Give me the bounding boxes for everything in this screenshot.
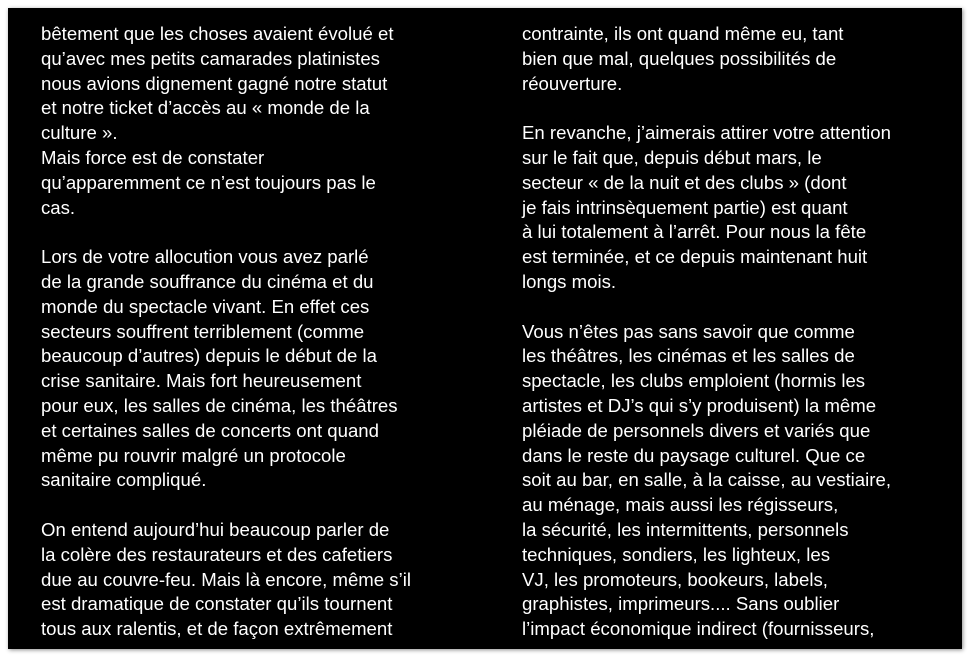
- text-line: artistes et DJ’s qui s’y produisent) la même: [522, 394, 877, 416]
- text-line: et certaines salles de concerts ont quand: [41, 419, 379, 441]
- text-line: pour eux, les salles de cinéma, les théâtres: [41, 394, 398, 416]
- text-line: monde du spectacle vivant. En effet ces: [41, 295, 370, 317]
- document-page: [8, 8, 962, 649]
- text-line: techniques, sondiers, les lighteux, les: [522, 543, 831, 565]
- text-line: sanitaire compliqué.: [41, 469, 207, 491]
- text-line: VJ, les promoteurs, bookeurs, labels,: [522, 568, 828, 590]
- text-line: secteur « de la nuit et des clubs » (dont: [522, 171, 847, 193]
- text-line: la colère des restaurateurs et des cafetiers: [41, 543, 393, 565]
- text-line: et notre ticket d’accès au « monde de la: [41, 97, 370, 119]
- text-line: graphistes, imprimeurs.... Sans oublier: [522, 593, 840, 615]
- text-line: pléiade de personnels divers et variés que: [522, 419, 871, 441]
- text-line: beaucoup d’autres) depuis le début de la: [41, 345, 377, 367]
- text-column-right: [522, 22, 952, 642]
- text-line: la sécurité, les intermittents, personnels: [522, 518, 849, 540]
- text-line: Lors de votre allocution vous avez parlé: [41, 246, 369, 268]
- text-line: bêtement que les choses avaient évolué et: [41, 23, 394, 44]
- text-line: à lui totalement à l’arrêt. Pour nous la fête: [522, 221, 867, 243]
- text-line: même pu rouvrir malgré un protocole: [41, 444, 346, 466]
- text-line: crise sanitaire. Mais fort heureusement: [41, 370, 362, 392]
- text-line: Mais force est de constater: [41, 146, 265, 168]
- text-line: due au couvre-feu. Mais là encore, même s’il: [41, 568, 411, 590]
- text-line: bien que mal, quelques possibilités de: [522, 47, 837, 69]
- text-line: qu’avec mes petits camarades platinistes: [41, 47, 380, 69]
- text-line: les théâtres, les cinémas et les salles de: [522, 345, 855, 367]
- text-line: En revanche, j’aimerais attirer votre attention: [522, 122, 891, 144]
- text-line: est dramatique de constater qu’ils tournent: [41, 593, 393, 615]
- text-line: contrainte, ils ont quand même eu, tant: [522, 23, 844, 44]
- text-line: je fais intrinsèquement partie) est quant: [522, 196, 848, 218]
- text-column-left: [41, 22, 481, 642]
- text-line: secteurs souffrent terriblement (comme: [41, 320, 365, 342]
- text-line: tous aux ralentis, et de façon extrêmement: [41, 618, 393, 640]
- paragraph-1: [41, 22, 481, 146]
- text-line: est terminée, et ce depuis maintenant huit: [522, 246, 868, 268]
- text-line: Vous n’êtes pas sans savoir que comme: [522, 320, 855, 342]
- paragraph-6: [522, 121, 952, 295]
- paragraph-4: [41, 518, 481, 642]
- text-line: cas.: [41, 196, 76, 218]
- text-line: l’impact économique indirect (fournisseurs,: [522, 618, 875, 640]
- paragraph-3: [41, 245, 481, 493]
- text-line: sur le fait que, depuis début mars, le: [522, 146, 822, 168]
- text-line: spectacle, les clubs emploient (hormis les: [522, 370, 866, 392]
- text-line: soit au bar, en salle, à la caisse, au vestiaire,: [522, 469, 891, 491]
- text-line: dans le reste du paysage culturel. Que ce: [522, 444, 866, 466]
- text-line: au ménage, mais aussi les régisseurs,: [522, 494, 839, 516]
- text-line: qu’apparemment ce n’est toujours pas le: [41, 171, 376, 193]
- paragraph-7: [522, 320, 952, 642]
- text-line: nous avions dignement gagné notre statut: [41, 72, 388, 94]
- text-line: On entend aujourd’hui beaucoup parler de: [41, 518, 390, 540]
- text-line: de la grande souffrance du cinéma et du: [41, 270, 374, 292]
- text-line: culture ».: [41, 122, 118, 144]
- paragraph-5: [522, 22, 952, 96]
- text-line: réouverture.: [522, 72, 623, 94]
- paragraph-2: [41, 146, 481, 220]
- text-line: longs mois.: [522, 270, 617, 292]
